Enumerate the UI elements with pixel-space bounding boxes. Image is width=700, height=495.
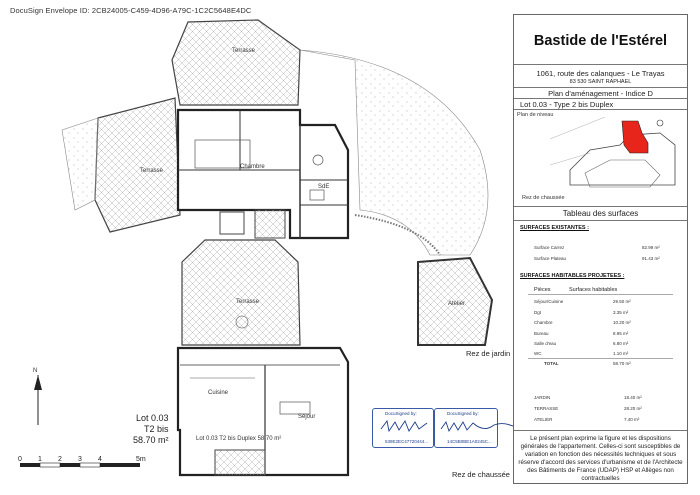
room-label-cuisine: Cuisine	[208, 390, 229, 396]
plan-title: Plan d'aménagement - Indice D	[548, 89, 653, 98]
total-value: 58.70 m²	[613, 361, 631, 366]
row-dgt-value: 3.35 m²	[613, 310, 629, 315]
room-label-terrasse-top: Terrasse	[232, 48, 256, 54]
annex-atelier-label: ATELIER	[534, 417, 553, 422]
room-label-lot-small: Lot 0.03 T2 bis Duplex 58.70 m²	[196, 436, 282, 442]
existantes-title: SURFACES EXISTANTES :	[520, 225, 589, 231]
row-sejour-label: Séjour/Cuisine	[534, 299, 564, 304]
room-label-chambre: Chambre	[240, 164, 265, 170]
col-pieces: Pièces	[534, 287, 551, 293]
row-salle-eau-value: 6.80 m²	[613, 341, 629, 346]
existantes-plateau-value: 91.43 m²	[642, 256, 660, 261]
room-label-terrasse-bottom: Terrasse	[236, 299, 260, 305]
scale-tick-5m: 5m	[136, 456, 146, 463]
lot-number: Lot 0.03	[136, 413, 169, 423]
signature-2-id: 14C5B0BE1A0245C...	[447, 439, 492, 444]
scale-tick-4: 4	[98, 456, 102, 463]
lot-type: T2 bis	[144, 424, 169, 434]
row-salle-eau-label: Salle d'eau	[534, 341, 557, 346]
disclaimer-text: Le présent plan exprime la figure et les dispositions générales de l'appartement. Celles-ci sont susceptibles de variation en fonction des nécessités techniques et sous réserve d'accord des services d'urbanisme et de l'Architecte des Bâtiments de France (UDAP) HSP et Allèges non contractuelles	[518, 435, 683, 482]
row-chambre-label: Chambre	[534, 320, 553, 325]
label-rez-de-jardin: Rez de jardin	[466, 349, 511, 358]
address-line-2: 83 530 SAINT RAPHAEL	[569, 79, 632, 85]
lot-label	[133, 413, 169, 446]
signature-box-2	[434, 408, 498, 448]
room-label-terrasse-left: Terrasse	[140, 168, 164, 174]
annex-jardin-label: JARDIN	[534, 395, 551, 400]
annex-jardin-value: 18.40 m²	[624, 395, 642, 400]
title-block-panel	[513, 14, 688, 484]
row-wc-label: WC	[534, 351, 542, 356]
row-bureau-label: Bureau	[534, 331, 549, 336]
label-rez-de-chaussee: Rez de chaussée	[452, 470, 510, 479]
signature-2-scribble	[439, 419, 519, 433]
row-chambre-value: 10.20 m²	[613, 320, 631, 325]
mini-plan	[550, 115, 684, 195]
existantes-carrez-value: 82.99 m²	[642, 245, 660, 250]
mini-plan-label-niveau: Plan de niveau	[517, 112, 554, 118]
row-bureau-value: 8.95 m²	[613, 331, 629, 336]
scale-tick-3: 3	[78, 456, 82, 463]
signature-1-scribble	[379, 419, 429, 433]
total-label: TOTAL	[544, 361, 559, 366]
north-label: N	[33, 368, 38, 374]
annex-terrasse-label: TERRASSE	[534, 406, 559, 411]
row-dgt-label: Dgt	[534, 310, 542, 315]
signature-1-id: 539E2EC47720444...	[385, 439, 429, 444]
habitables-title: SURFACES HABITABLES PROJETEES :	[520, 273, 625, 279]
mini-plan-label-chaussee: Rez de chaussée	[522, 195, 565, 201]
room-label-sejour: Séjour	[298, 414, 316, 420]
row-sejour-value: 29.50 m²	[613, 299, 631, 304]
signature-box-1	[372, 408, 434, 448]
surfaces-title: Tableau des surfaces	[562, 209, 639, 218]
lot-title: Lot 0.03 - Type 2 bis Duplex	[520, 100, 614, 109]
col-surfaces: Surfaces habitables	[569, 287, 618, 293]
signature-2-label: DocuSigned by:	[447, 411, 479, 416]
signature-1-label: DocuSigned by:	[385, 411, 417, 416]
scale-tick-1: 1	[38, 456, 42, 463]
room-label-atelier: Atelier	[448, 301, 466, 307]
address-line-1: 1061, route des calanques - Le Trayas	[536, 69, 665, 78]
annex-terrasse-value: 28.20 m²	[624, 406, 642, 411]
project-title: Bastide de l'Estérel	[533, 33, 668, 49]
lot-area: 58.70 m²	[133, 435, 169, 445]
room-label-sde: SdE	[318, 184, 330, 190]
row-wc-value: 1.10 m²	[613, 351, 629, 356]
scale-tick-2: 2	[58, 456, 62, 463]
envelope-id: DocuSign Envelope ID: 2CB24005-C459-4D96-A79C-1C2C5648E4DC	[10, 6, 252, 15]
existantes-plateau-label: Surface Plateau	[534, 256, 567, 261]
existantes-carrez-label: Surface Carrez	[534, 245, 565, 250]
annex-atelier-value: 7.40 m²	[624, 417, 640, 422]
scale-tick-0: 0	[18, 456, 22, 463]
